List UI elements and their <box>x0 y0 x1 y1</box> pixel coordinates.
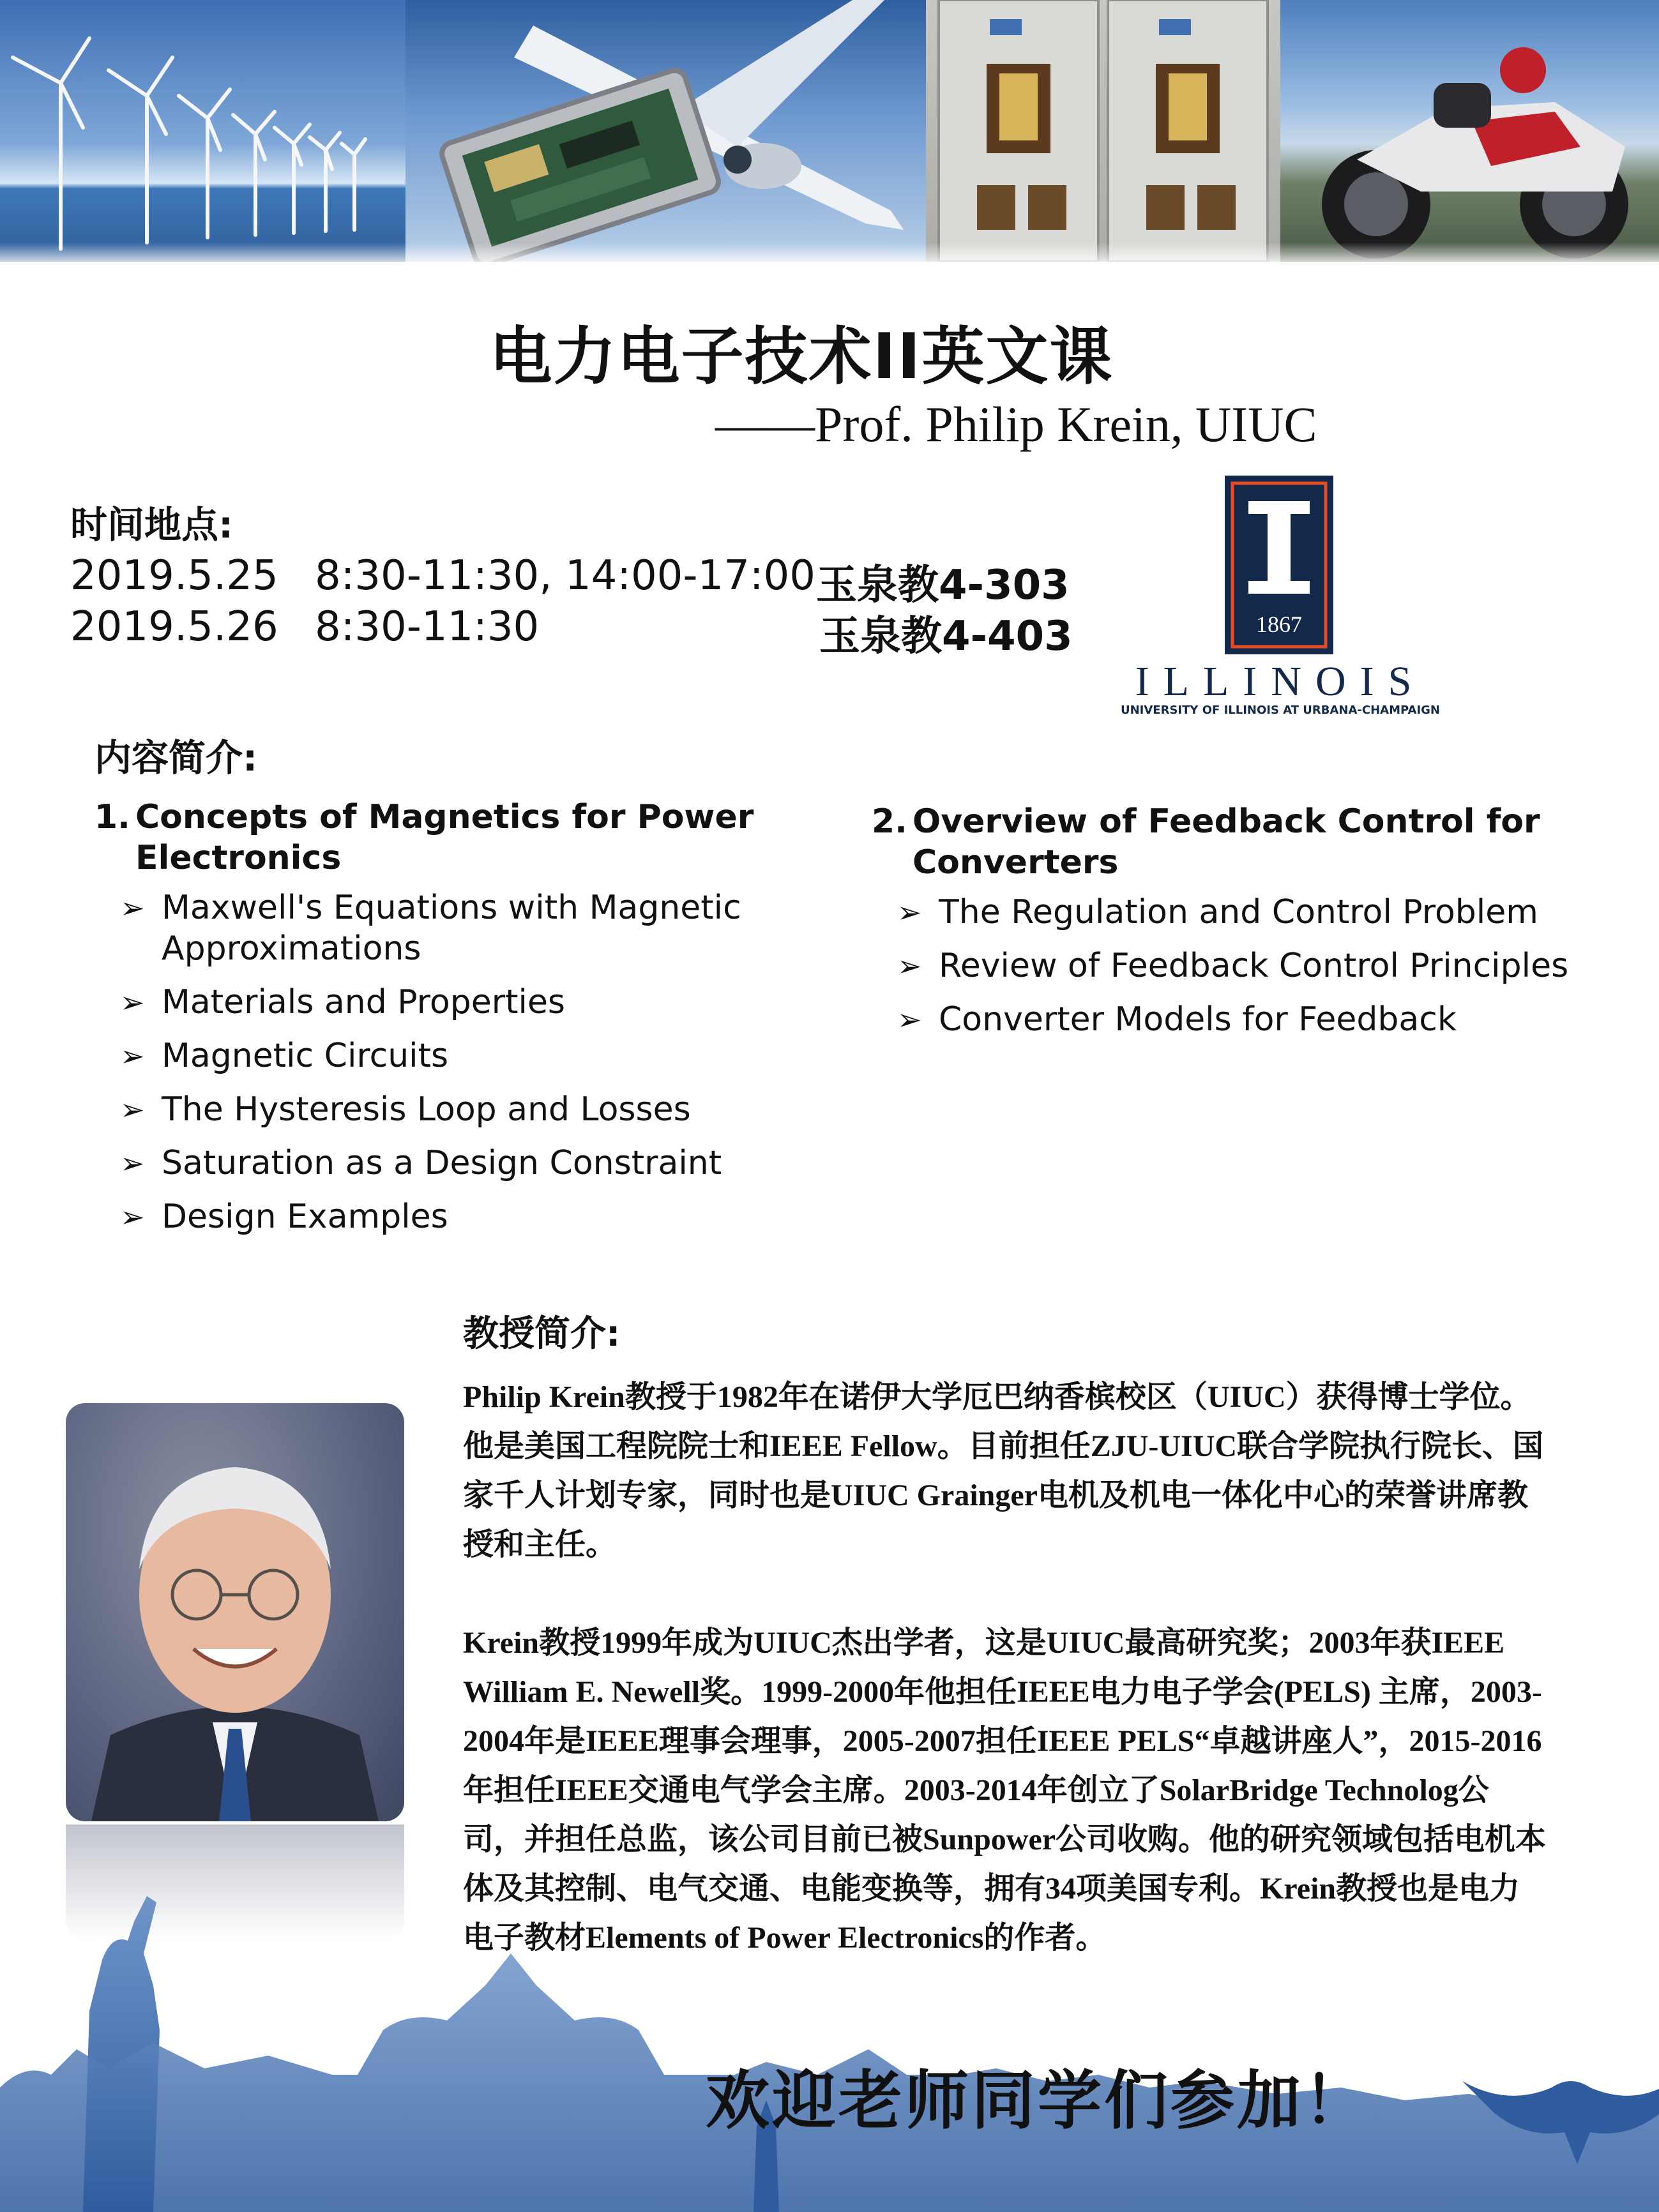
arrow-bullet-icon: ➢ <box>120 1039 145 1073</box>
arrow-bullet-icon: ➢ <box>120 1200 145 1234</box>
list-item: ➢ Converter Models for Feedback <box>897 1000 1457 1039</box>
list-item: ➢ Magnetic Circuits <box>120 1037 449 1075</box>
power-cabinet-photo <box>926 0 1280 262</box>
banner-fade <box>0 243 1659 268</box>
topic-1-list <box>95 887 816 1237</box>
arrow-bullet-icon: ➢ <box>120 1146 145 1180</box>
topic-1 <box>95 797 816 1250</box>
logo-wordmark: ILLINOIS <box>1135 658 1426 705</box>
list-item: ➢ Materials and Properties <box>120 983 566 1021</box>
schedule-room-1: 玉泉教4-303 <box>816 562 1070 609</box>
schedule-heading: 时间地点: <box>70 503 234 546</box>
bio-heading: 教授简介: <box>463 1313 621 1355</box>
topic-2-list <box>872 892 1612 1040</box>
photo-banner <box>0 0 1659 262</box>
topic-2-title <box>872 801 1612 883</box>
topic-1-number: 1. <box>95 798 130 836</box>
campus-skyline-silhouette <box>0 1883 1659 2212</box>
logo-tagline: UNIVERSITY OF ILLINOIS AT URBANA-CHAMPAIGN <box>1121 703 1440 717</box>
content-heading: 内容简介: <box>95 736 258 779</box>
bio-paragraph-2: Krein教授1999年成为UIUC杰出学者，这是UIUC最高研究奖；2003年获IEEE William E. Newell奖。1999-2000年他担任IEEE电力电子学会(PELS) 主席，2003-2004年是IEEE理事会理事，2005-2007担任IEEE PELS“卓越讲座人”，2015-2016年担任IEEE交通电气学会主席。2003-2014年创立了SolarBridge Technolog公司，并担任总监，该公司目前已被Sunpower公司收购。他的研究领域包括电机本体及其控制、电气交通、电能变换等，拥有34项美国专利。Krein教授也是电力电子教材Elements of Power Electronics的作者。 <box>463 1626 1547 1955</box>
schedule-time-2: 8:30-11:30 <box>315 603 540 651</box>
arrow-bullet-icon: ➢ <box>120 891 145 925</box>
arrow-bullet-icon: ➢ <box>897 895 922 929</box>
list-item: ➢ Design Examples <box>120 1198 448 1236</box>
topic-2 <box>872 801 1612 1053</box>
logo-year: 1867 <box>1256 612 1302 637</box>
topic-2-title-text: Overview of Feedback Control for Converters <box>913 802 1540 882</box>
schedule-room-2: 玉泉教4-403 <box>819 613 1073 660</box>
page-title: 电力电子技术II英文课 <box>489 320 1114 393</box>
list-item: ➢ The Regulation and Control Problem <box>897 893 1538 931</box>
list-item: ➢ Maxwell's Equations with Magnetic Approximations <box>120 889 741 968</box>
wind-turbines-photo <box>0 0 405 262</box>
bio-paragraph-1: Philip Krein教授于1982年在诺伊大学厄巴纳香槟校区（UIUC）获得博士学位。他是美国工程院院士和IEEE Fellow。目前担任ZJU-UIUC联合学院执行院长、国家千人计划专家，同时也是UIUC Grainger电机及机电一体化中心的荣誉讲席教授和主任。 <box>463 1380 1544 1561</box>
schedule-time-1: 8:30-11:30, 14:00-17:00 <box>315 552 815 599</box>
airplane-controller-photo <box>405 0 926 262</box>
list-item: ➢ Review of Feedback Control Principles <box>897 947 1569 985</box>
arrow-bullet-icon: ➢ <box>120 1092 145 1127</box>
welcome-message: 欢迎老师同学们参加！ <box>706 2063 1370 2138</box>
topic-2-number: 2. <box>872 802 907 841</box>
topic-1-title <box>95 797 816 878</box>
arrow-bullet-icon: ➢ <box>897 1002 922 1037</box>
schedule-date-2: 2019.5.26 <box>70 603 278 651</box>
arrow-bullet-icon: ➢ <box>120 985 145 1019</box>
arrow-bullet-icon: ➢ <box>897 949 922 983</box>
professor-photo <box>66 1403 404 1821</box>
list-item: ➢ The Hysteresis Loop and Losses <box>120 1090 691 1129</box>
list-item: ➢ Saturation as a Design Constraint <box>120 1144 722 1182</box>
electric-motorcycle-photo <box>1280 0 1659 262</box>
page-subtitle: ——Prof. Philip Krein, UIUC <box>715 396 1317 452</box>
topic-1-title-text: Concepts of Magnetics for Power Electronics <box>135 798 754 877</box>
schedule-date-1: 2019.5.25 <box>70 552 278 599</box>
illinois-logo <box>1117 476 1443 718</box>
